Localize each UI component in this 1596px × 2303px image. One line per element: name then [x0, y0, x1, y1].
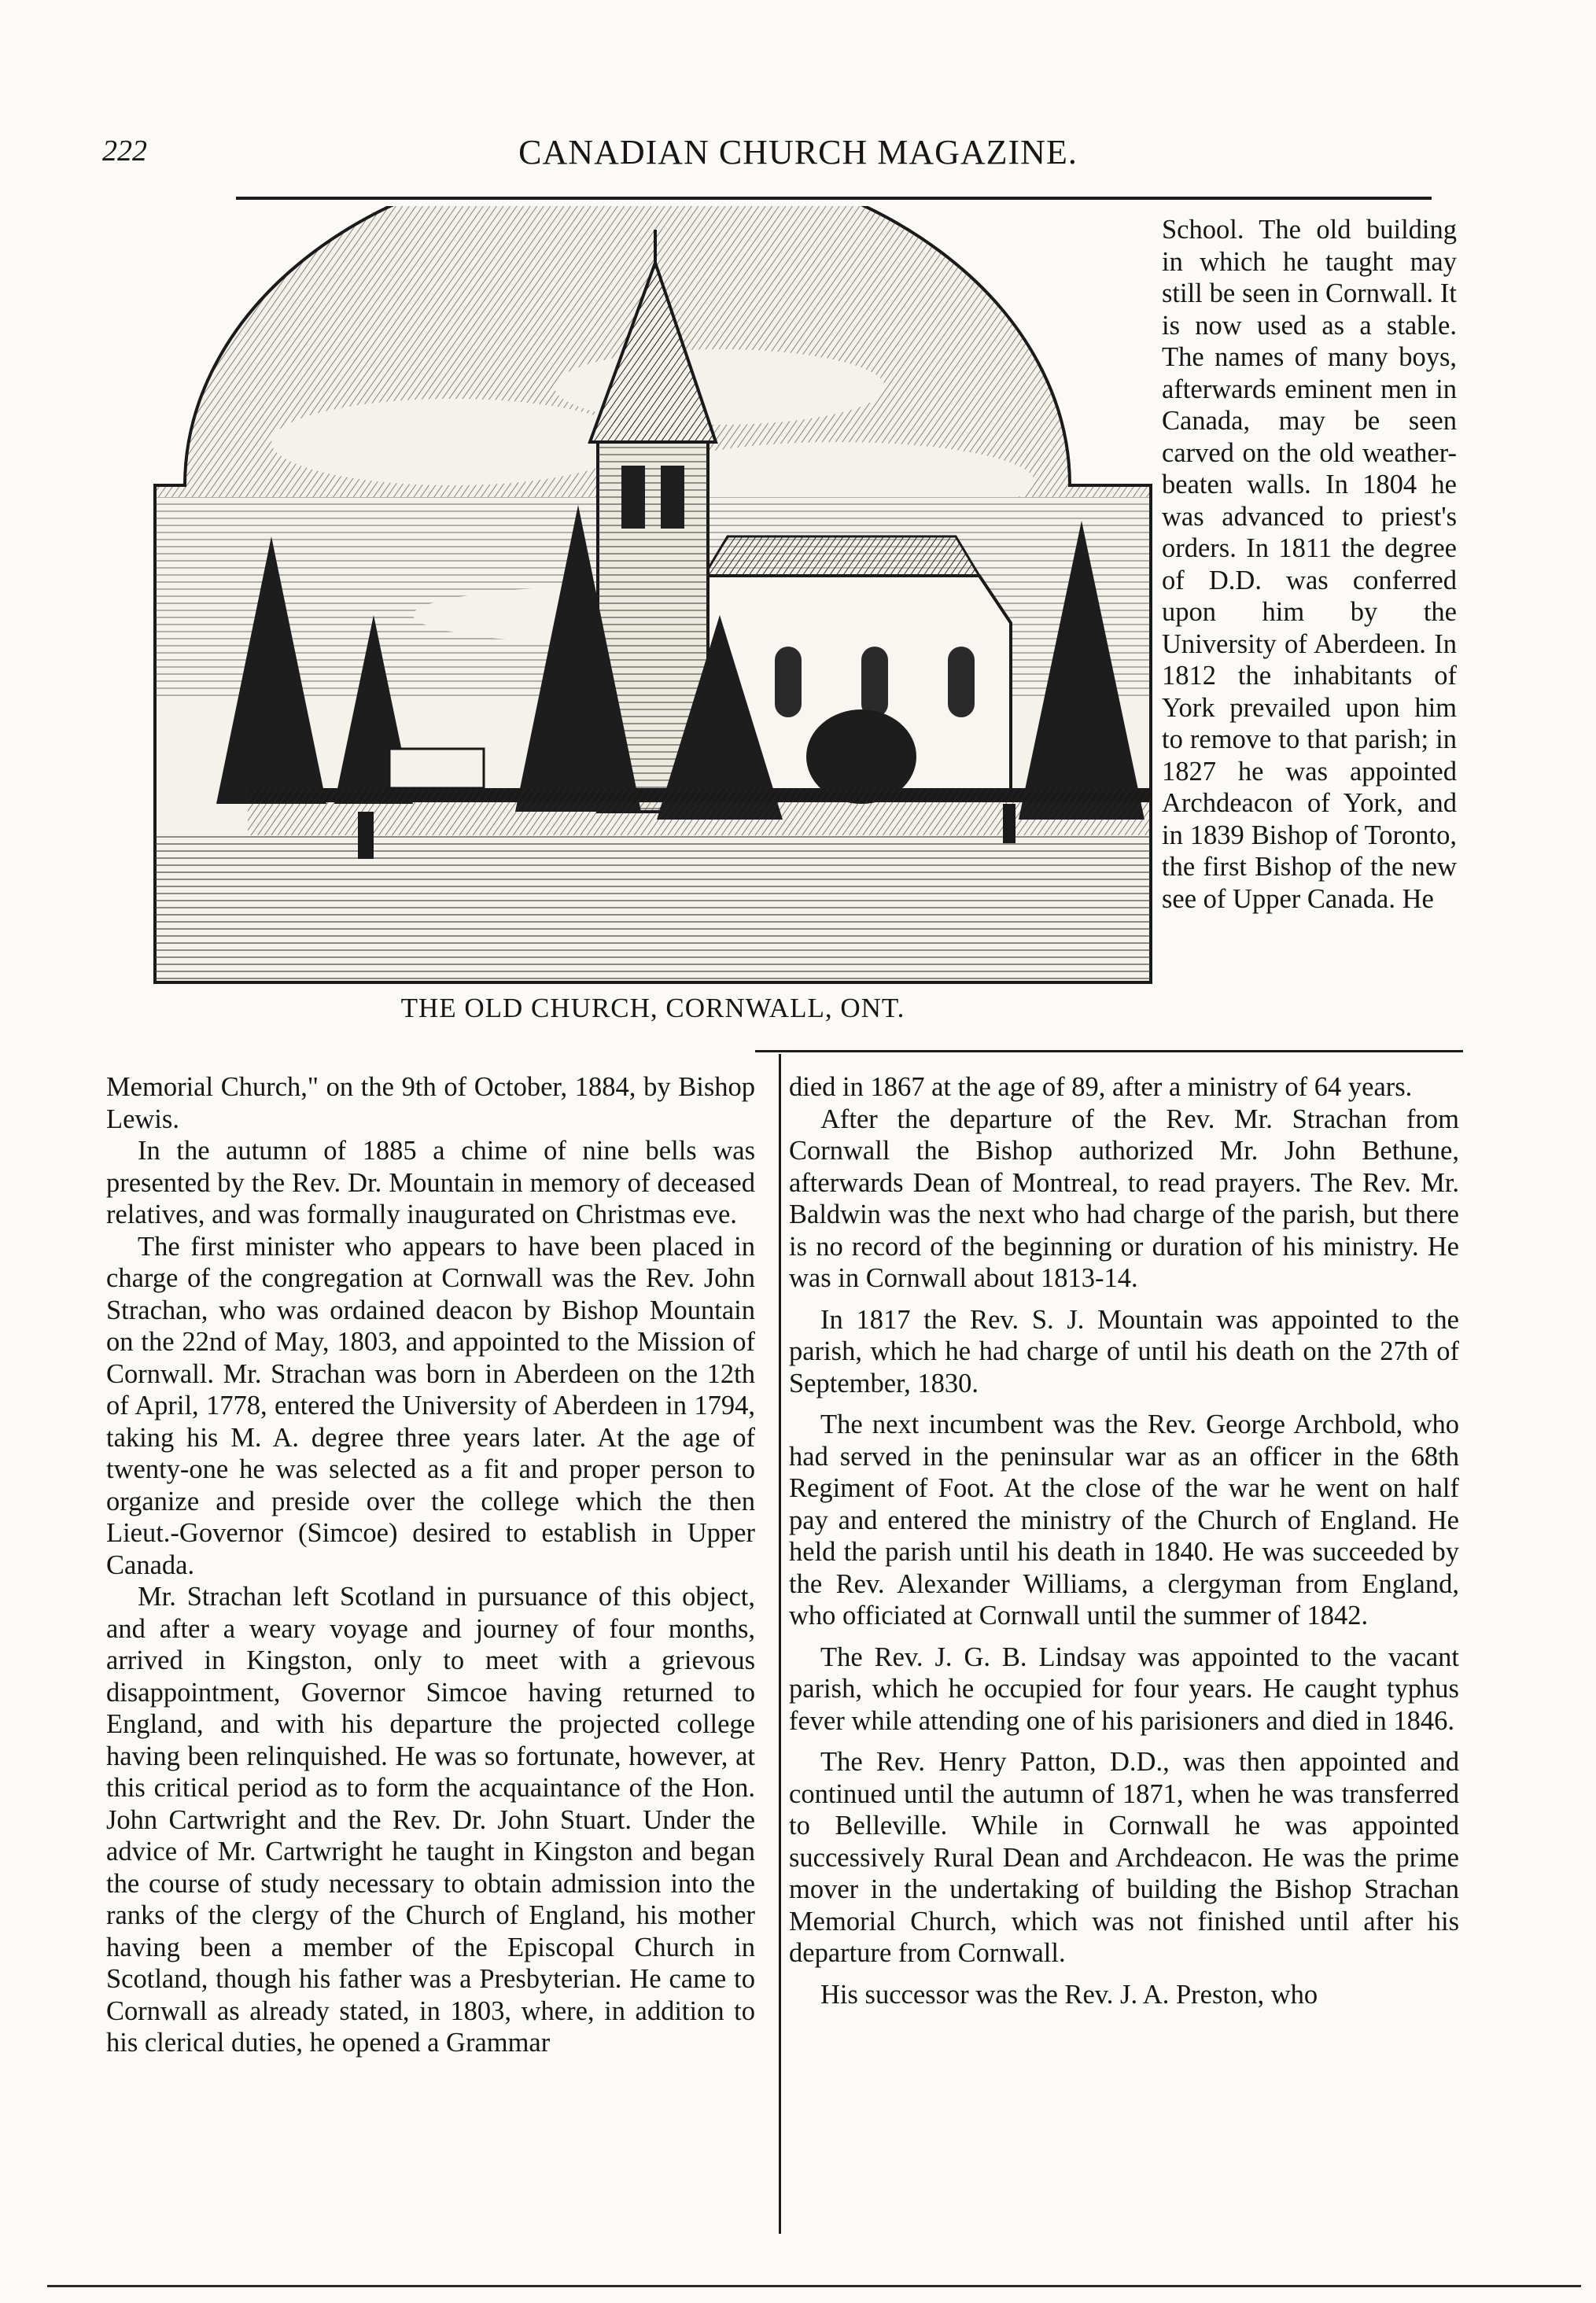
footer-rule — [47, 2285, 1581, 2287]
paragraph: In the autumn of 1885 a chime of nine bells was presented by the Rev. Dr. Mountain in memory of deceased relatives, and was formally inaugurated on Christmas eve. — [106, 1136, 755, 1229]
right-narrow-column — [1162, 214, 1457, 915]
church-window — [861, 647, 888, 717]
header-rule — [236, 197, 1432, 200]
belfry-opening — [661, 466, 684, 529]
column-divider — [779, 1054, 781, 2234]
fence — [248, 788, 1152, 835]
page-number: 222 — [102, 134, 147, 168]
figure-caption: THE OLD CHURCH, CORNWALL, ONT. — [400, 993, 905, 1023]
paragraph: The next incumbent was the Rev. George Archbold, who had served in the peninsular war as an officer in the 68th Regiment of Foot. At the close of the war he went on half pay and entered the ministry of the Church of England. He held the parish until his death in 1840. He was succeeded by the Rev. Alexander Williams, a clergyman from England, who officiated at Cornwall until the summer of 1842. — [789, 1409, 1459, 1631]
paragraph: After the departure of the Rev. Mr. Strachan from Cornwall the Bishop authorized Mr. John Bethune, afterwards Dean of Montreal, to read prayers. The Rev. Mr. Baldwin was the next who had charge of the parish, but there is no record of the beginning or duration of his ministry. He was in Cornwall about 1813-14. — [789, 1104, 1459, 1293]
paragraph: The Rev. J. G. B. Lindsay was appointed to the vacant parish, which he occupied for four years. He caught typhus fever while attending one of his parisioners and died in 1846. — [789, 1642, 1459, 1736]
paragraph: His successor was the Rev. J. A. Preston, who — [820, 1979, 1318, 2010]
paragraph: The first minister who appears to have been placed in charge of the congregation at Cornwall was the Rev. John Strachan, who was ordained deacon by Bishop Mountain on the 22nd of May, 1803, and appointed to the Mission of Cornwall. Mr. Strachan was born in Aberdeen on the 12th of April, 1778, entered the University of Aberdeen in 1794, taking his M. A. degree three years later. At the age of twenty-one he was selected as a fit and proper person to organize and preside over the college which the then Lieut.-Governor (Simcoe) desired to establish in Upper Canada. — [106, 1231, 755, 1580]
church-window — [948, 647, 975, 717]
belfry-opening — [621, 466, 645, 529]
church-window — [775, 647, 802, 717]
paragraph: School. The old building in which he taught may still be seen in Cornwall. It is now used as a stable. The names of many boys, afterwards eminent men in Canada, may be seen carved on the old weather-beaten walls. In 1804 he was advanced to priest's orders. In 1811 the degree of D.D. was conferred upon him by the University of Aberdeen. In 1812 the inhabitants of York prevailed upon him to remove to that parish; in 1827 he was appointed Archdeacon of York, and in 1839 Bishop of Toronto, the first Bishop of the new see of Upper Canada. He — [1162, 215, 1457, 914]
figure-person — [358, 812, 374, 859]
paragraph: In 1817 the Rev. S. J. Mountain was appointed to the parish, which he had charge of until his death on the 27th of September, 1830. — [789, 1304, 1459, 1398]
church-roof — [704, 536, 979, 576]
carriage-shed — [389, 749, 484, 788]
figure-person — [1003, 804, 1015, 843]
road — [153, 835, 1152, 985]
cloud — [271, 399, 633, 485]
left-column — [106, 1071, 755, 2059]
right-column — [789, 1071, 1459, 2010]
paragraph: Memorial Church," on the 9th of October, 1884, by Bishop Lewis. — [106, 1072, 755, 1134]
paragraph: The Rev. Henry Patton, D.D., was then appointed and continued until the autumn of 1871, when he was transferred to Belleville. While in Cornwall he was appointed successively Rural Dean and Archdeacon. He was the prime mover in the undertaking of building the Bishop Strachan Memorial Church, which was not finished until after his departure from Cornwall. — [789, 1747, 1459, 1968]
magazine-title: CANADIAN CHURCH MAGAZINE. — [518, 133, 1078, 171]
paragraph: Mr. Strachan left Scotland in pursuance of this object, and after a weary voyage and journey of four months, arrived in Kingston, only to meet with a grievous disappointment, Governor Simcoe having returned to England, and with his departure the projected college having been relinquished. He was so fortunate, however, at this critical period as to form the acquaintance of the Hon. John Cartwright and the Rev. Dr. John Stuart. Under the advice of Mr. Cartwright he taught in Kingston and began the course of study necessary to obtain admission into the ranks of the clergy of the Church of England, his mother having been a member of the Episcopal Church in Scotland, though his father was a Presbyterian. He came to Cornwall as already stated, in 1803, where, in addition to his clerical duties, he opened a Grammar — [106, 1582, 755, 2058]
caption-rule — [755, 1050, 1463, 1052]
church-engraving — [153, 206, 1152, 985]
paragraph: died in 1867 at the age of 89, after a ministry of 64 years. — [789, 1072, 1413, 1102]
